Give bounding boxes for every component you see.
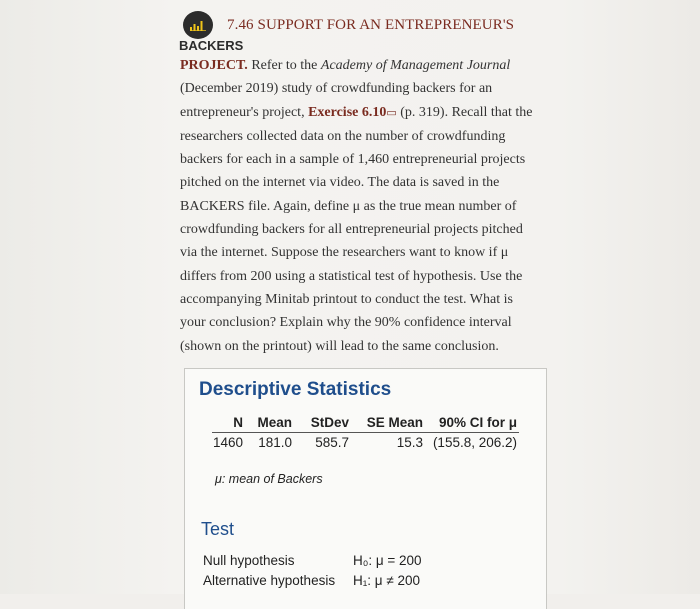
null-hypothesis-value: H₀: μ = 200: [353, 553, 422, 568]
book-icon: ▭: [386, 106, 397, 119]
table-row: [211, 432, 517, 450]
paragraph-line: differs from 200 using a statistical test of hypothesis. Use the: [180, 268, 523, 284]
column-header: N: [233, 415, 243, 430]
table-cell: 585.7: [315, 435, 349, 450]
exercise-paragraph: [180, 54, 560, 358]
minitab-printout: [184, 368, 547, 609]
paragraph-line: crowdfunding backers for all entrepreneurial projects pitched: [180, 222, 523, 238]
paragraph-line: BACKERS file. Again, define μ as the true mean number of: [180, 198, 517, 214]
null-hypothesis-label: Null hypothesis: [203, 553, 295, 568]
descriptive-statistics-title: Descriptive Statistics: [199, 379, 392, 400]
exercise-link[interactable]: Exercise 6.10: [308, 104, 387, 120]
mu-definition: μ: mean of Backers: [215, 472, 323, 486]
paragraph-line: accompanying Minitab printout to conduct the test. What is: [180, 291, 513, 307]
alternative-hypothesis-value: H₁: μ ≠ 200: [353, 573, 421, 588]
paragraph-line: pitched on the internet via video. The data is saved in the: [180, 175, 500, 191]
paragraph-line: your conclusion? Explain why the 90% confidence interval: [180, 315, 512, 331]
alternative-hypothesis-row: [203, 573, 420, 588]
bar-chart-icon: [183, 11, 213, 39]
table-divider: [212, 432, 519, 433]
table-cell: 15.3: [396, 435, 423, 450]
paragraph-line: (shown on the printout) will lead to the same conclusion.: [180, 338, 499, 354]
paragraph-line: backers for each in a sample of 1,460 entrepreneurial projects: [180, 152, 526, 168]
exercise-header: [183, 11, 514, 39]
exercise-title: 7.46 SUPPORT FOR AN ENTREPRENEUR'S: [227, 16, 515, 33]
paragraph-line: entrepreneur's project, Exercise 6.10▭ (p. 319). Recall that the: [180, 104, 533, 120]
paragraph-line: (December 2019) study of crowdfunding backers for an: [180, 81, 493, 97]
table-header-row: [211, 415, 517, 432]
column-header: StDev: [310, 415, 349, 430]
paragraph-line: PROJECT. Refer to the Academy of Management Journal: [180, 58, 511, 73]
column-header: 90% CI for μ: [438, 415, 517, 430]
paragraph-line: researchers collected data on the number of crowdfunding: [180, 128, 506, 144]
paragraph-line: via the internet. Suppose the researchers want to know if μ: [180, 245, 509, 261]
column-header: Mean: [257, 415, 292, 430]
table-cell: (155.8, 206.2): [432, 435, 517, 450]
exercise-title-continued: BACKERS: [179, 38, 244, 53]
table-cell: 181.0: [258, 435, 292, 450]
test-title: Test: [201, 519, 235, 539]
column-header: SE Mean: [366, 415, 423, 430]
alternative-hypothesis-label: Alternative hypothesis: [203, 573, 336, 588]
null-hypothesis-row: [203, 553, 422, 568]
table-cell: 1460: [212, 435, 243, 450]
